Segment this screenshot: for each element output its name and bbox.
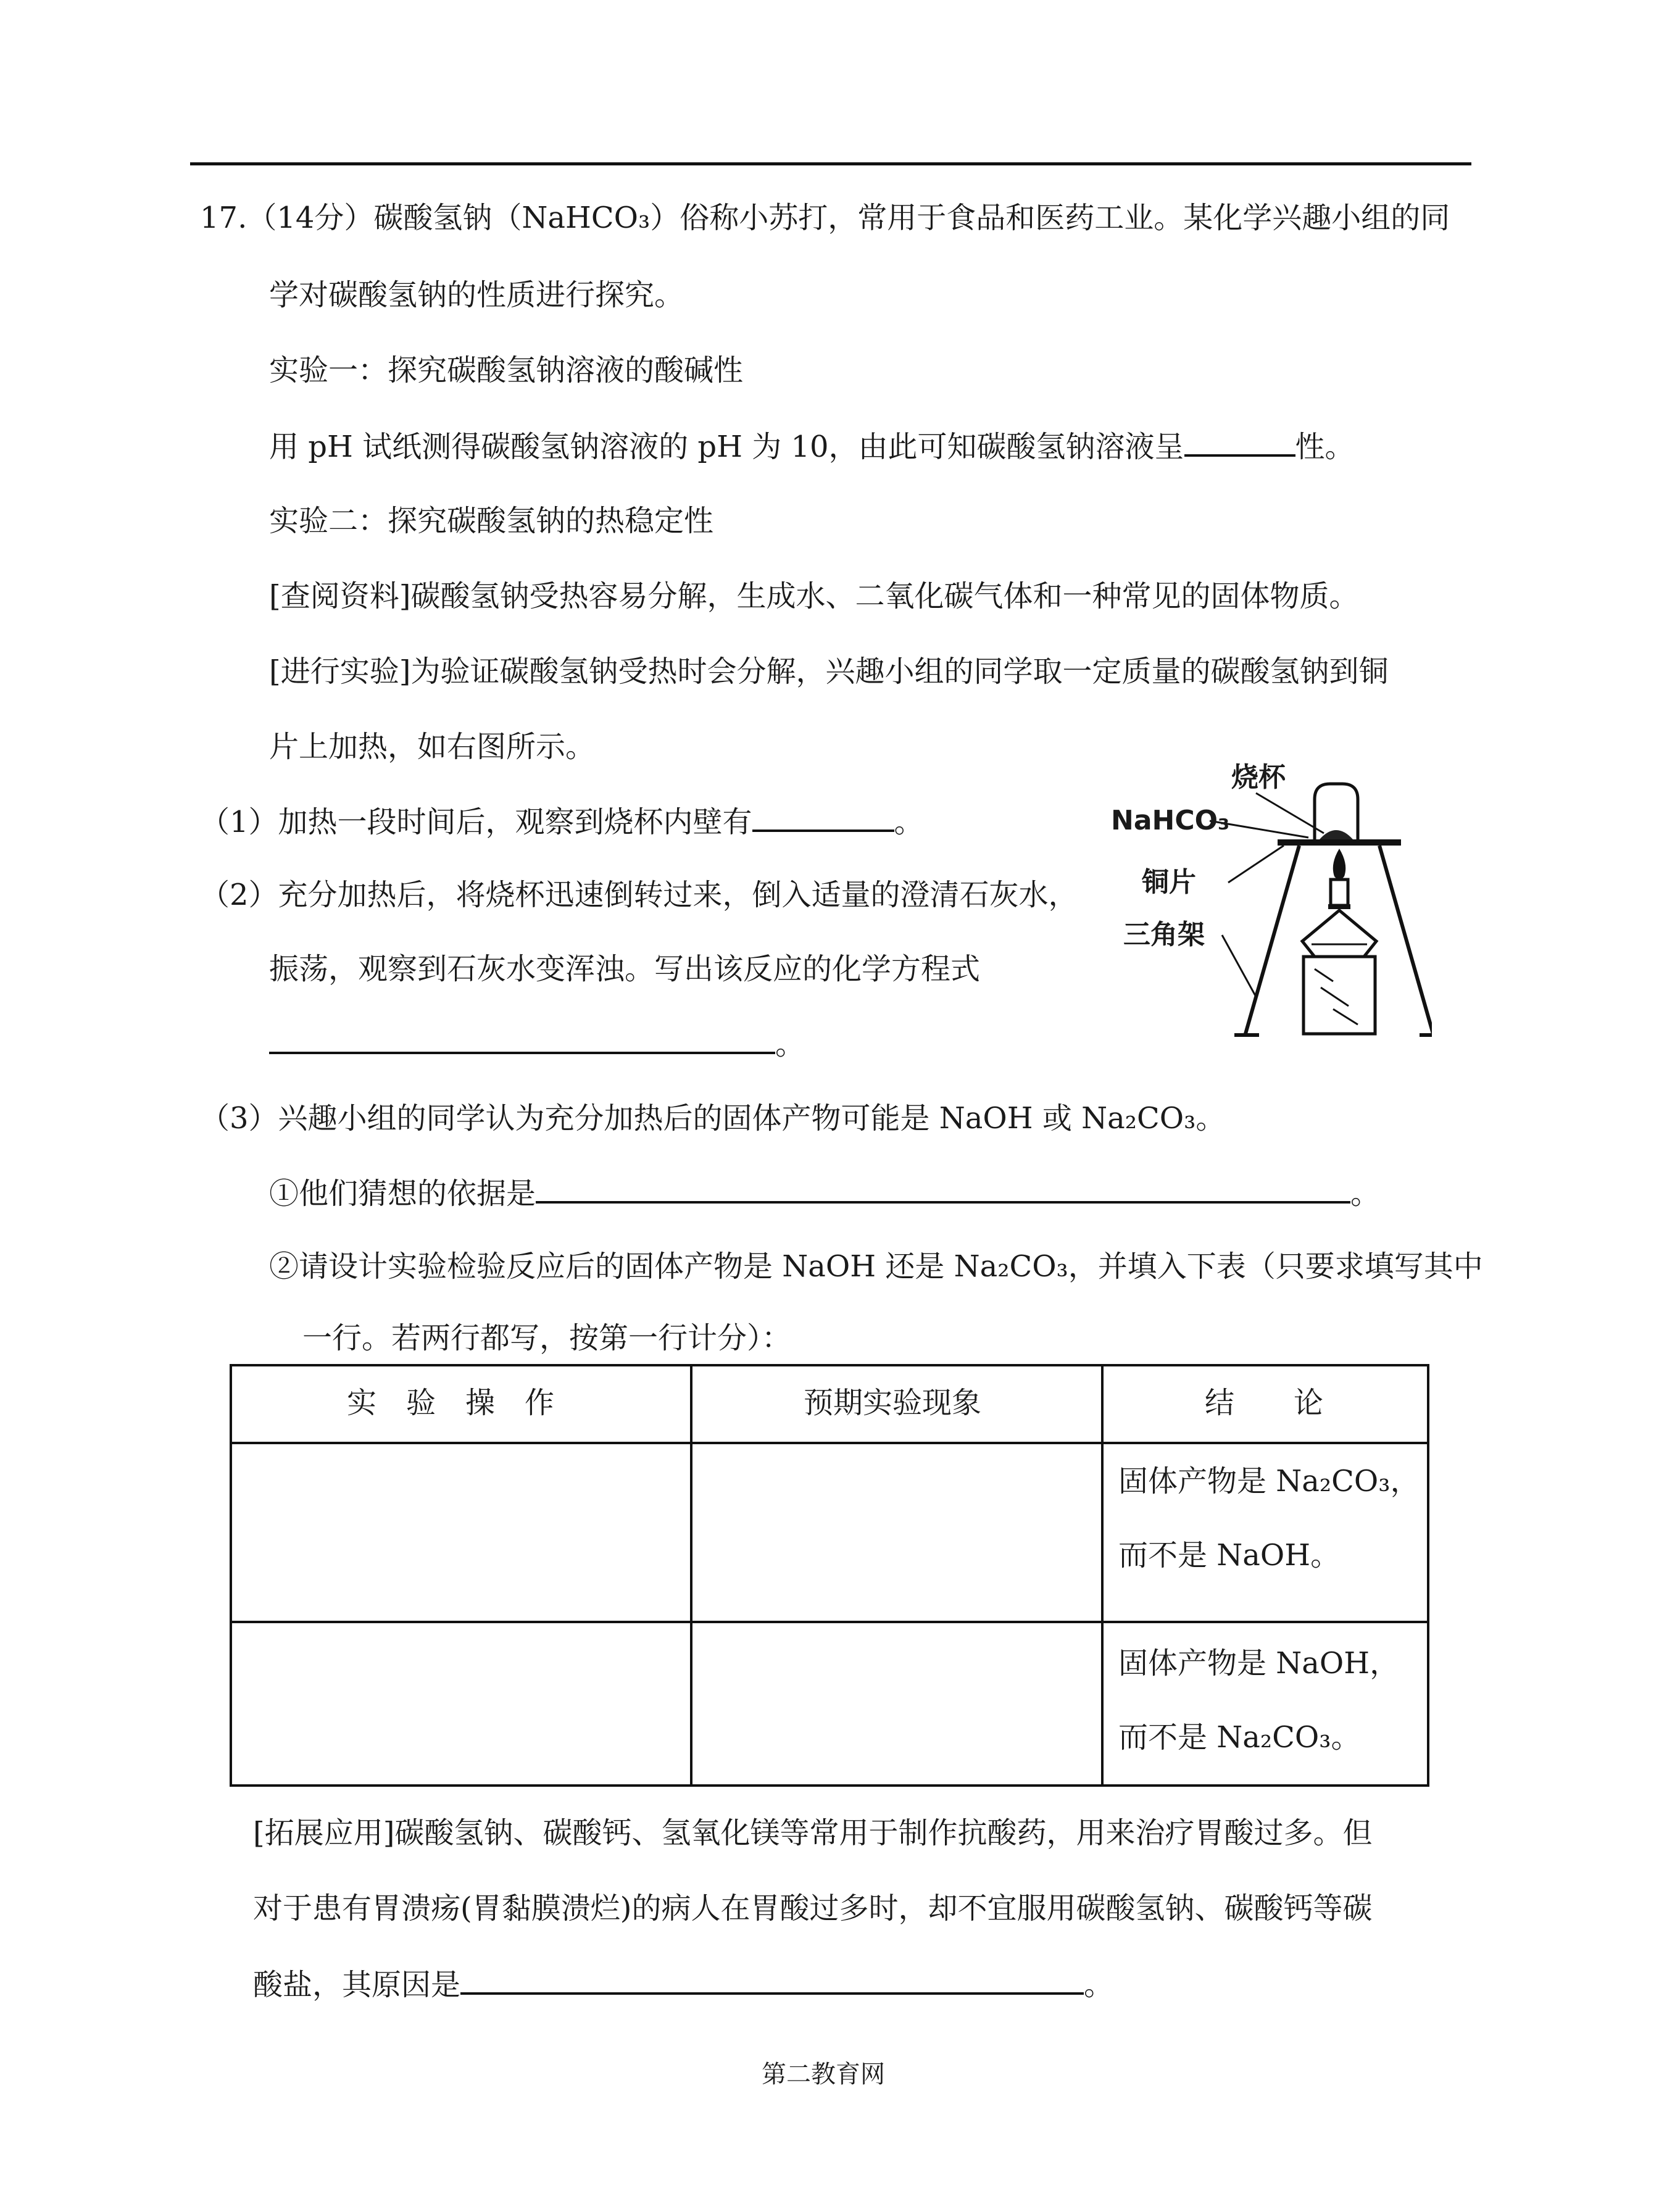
sub-question-1-text: （1）加热一段时间后，观察到烧杯内壁有 [200, 805, 752, 839]
sub-question-3-line-1: （3）兴趣小组的同学认为充分加热后的固体产物可能是 NaOH 或 Na₂CO₃。 [200, 1101, 1226, 1136]
answer-blank-basis[interactable] [536, 1174, 1350, 1204]
table-border-right [1427, 1364, 1429, 1787]
apparatus-figure [1111, 756, 1432, 1040]
table-row-2-phenomenon-cell[interactable] [697, 1624, 1097, 1782]
extension-line-3-text: 酸盐，其原因是 [253, 1968, 461, 2002]
experiment-procedure-line-2: 片上加热，如右图所示。 [269, 730, 596, 764]
table-row-2-operation-cell[interactable] [237, 1624, 685, 1782]
table-header-conclusion: 结 论 [1205, 1386, 1324, 1420]
table-border-col-1 [690, 1364, 692, 1787]
label-copper-plate: 铜片 [1142, 867, 1196, 898]
table-border-bottom [230, 1784, 1429, 1787]
experiment-1-text-b: 性。 [1295, 430, 1355, 464]
sub-question-2-end: 。 [775, 1027, 805, 1062]
label-tripod: 三角架 [1123, 919, 1205, 950]
table-border-header [230, 1442, 1429, 1444]
sub-question-1 [200, 802, 924, 841]
table-header-phenomenon: 预期实验现象 [804, 1386, 982, 1420]
sub-question-2-line-2: 振荡，观察到石灰水变浑浊。写出该反应的化学方程式 [269, 952, 981, 986]
answer-blank-reason[interactable] [460, 1965, 1084, 1995]
table-row-2-conclusion-line-1: 固体产物是 NaOH， [1118, 1646, 1400, 1681]
answer-blank-beaker-wall[interactable] [752, 802, 894, 832]
experiment-procedure-line-1: [进行实验]为验证碳酸氢钠受热时会分解，兴趣小组的同学取一定质量的碳酸氢钠到铜 [269, 654, 1389, 689]
sub-question-2-line-3 [269, 1025, 805, 1063]
extension-line-1: [拓展应用]碳酸氢钠、碳酸钙、氢氧化镁等常用于制作抗酸药，用来治疗胃酸过多。但 [253, 1816, 1373, 1850]
table-row-2-conclusion-line-2: 而不是 Na₂CO₃。 [1118, 1720, 1361, 1755]
table-border-row [230, 1621, 1429, 1623]
sub-question-3-design-line-1: ②请设计实验检验反应后的固体产物是 NaOH 还是 Na₂CO₃，并填入下表（只要求填写其中 [269, 1249, 1483, 1284]
answer-blank-equation[interactable] [269, 1025, 775, 1054]
sub-question-1-end: 。 [894, 805, 924, 839]
table-border-left [230, 1364, 232, 1787]
sub-question-3-basis-end: 。 [1350, 1176, 1381, 1211]
question-line-2: 学对碳酸氢钠的性质进行探究。 [269, 278, 684, 312]
experiment-table [230, 1364, 1429, 1787]
experiment-1-text-a: 用 pH 试纸测得碳酸氢钠溶液的 pH 为 10，由此可知碳酸氢钠溶液呈 [269, 430, 1184, 464]
label-nahco3: NaHCO₃ [1111, 805, 1230, 836]
table-row-1-phenomenon-cell[interactable] [697, 1445, 1097, 1618]
table-row-1-conclusion-line-2: 而不是 NaOH。 [1118, 1538, 1341, 1573]
experiment-1-text [269, 427, 1355, 465]
header-rule [190, 162, 1471, 165]
extension-line-3 [253, 1965, 1113, 2003]
question-line-1: 17.（14分）碳酸氢钠（NaHCO₃）俗称小苏打，常用于食品和医药工业。某化学兴趣小组的同 [200, 201, 1450, 235]
table-border-top [230, 1364, 1429, 1366]
extension-line-3-end: 。 [1084, 1968, 1114, 2002]
table-border-col-2 [1101, 1364, 1104, 1787]
sub-question-3-basis [269, 1174, 1380, 1212]
extension-line-2: 对于患有胃溃疡(胃黏膜溃烂)的病人在胃酸过多时，却不宜服用碳酸氢钠、碳酸钙等碳 [253, 1891, 1373, 1926]
table-header-operation: 实 验 操 作 [347, 1386, 555, 1420]
experiment-1-title: 实验一：探究碳酸氢钠溶液的酸碱性 [269, 353, 744, 388]
sub-question-3-design-line-2: 一行。若两行都写，按第一行计分）： [302, 1321, 792, 1355]
table-row-1-operation-cell[interactable] [237, 1445, 685, 1618]
sub-question-3-basis-text: ①他们猜想的依据是 [269, 1176, 536, 1211]
label-beaker: 烧杯 [1231, 762, 1286, 793]
experiment-2-title: 实验二：探究碳酸氢钠的热稳定性 [269, 504, 714, 538]
answer-blank-acidity[interactable] [1184, 427, 1295, 457]
sub-question-2-line-1: （2）充分加热后，将烧杯迅速倒转过来，倒入适量的澄清石灰水， [200, 878, 1078, 912]
lookup-info: [查阅资料]碳酸氢钠受热容易分解，生成水、二氧化碳气体和一种常见的固体物质。 [269, 579, 1359, 613]
page-footer: 第二教育网 [762, 2060, 885, 2089]
table-row-1-conclusion-line-1: 固体产物是 Na₂CO₃， [1118, 1464, 1420, 1499]
apparatus-drawing [1111, 756, 1432, 1040]
